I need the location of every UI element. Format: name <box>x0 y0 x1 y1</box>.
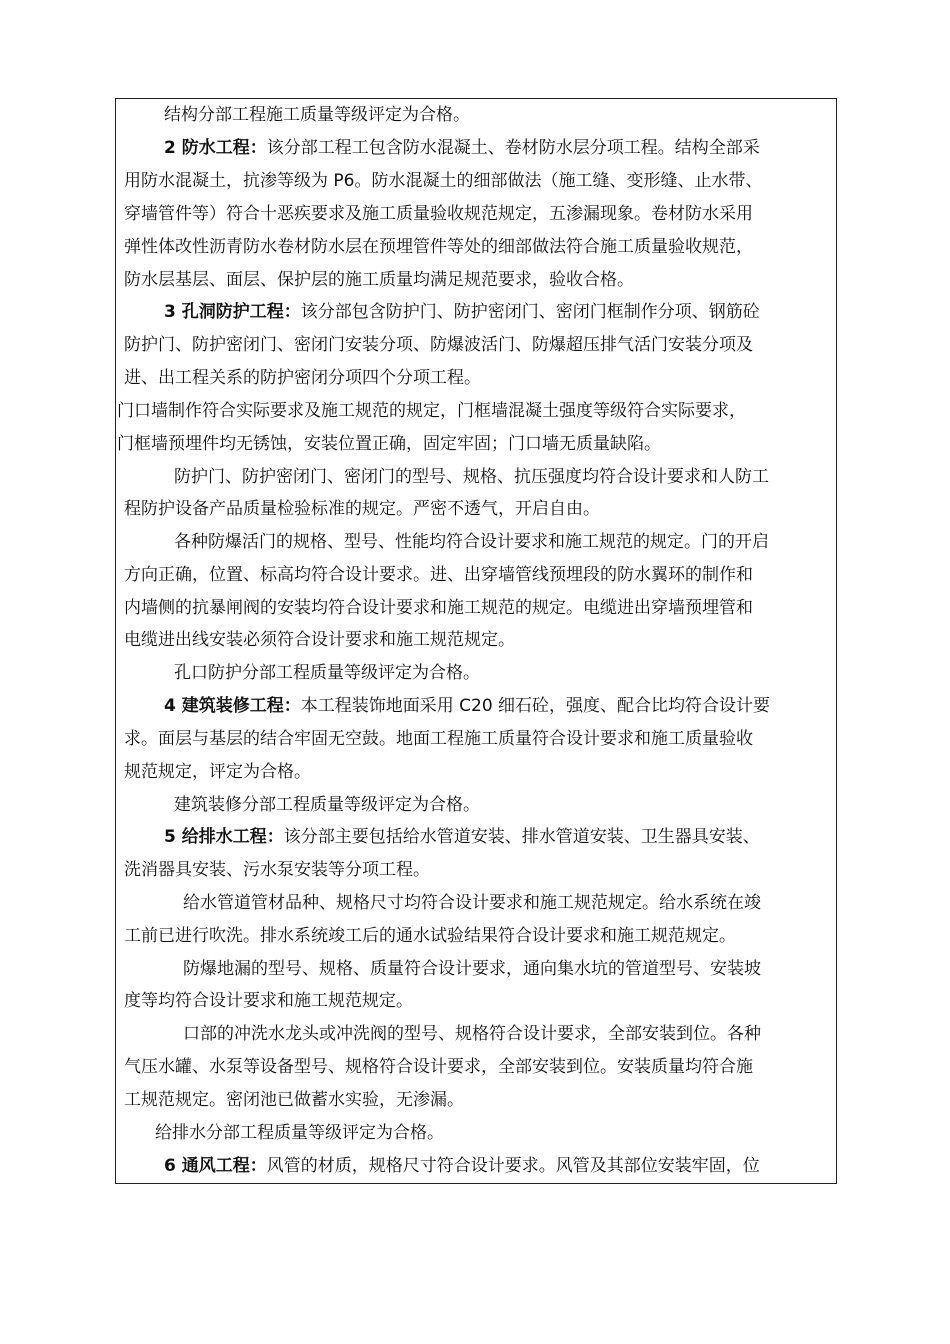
text-line: 防护门、防护密闭门、密闭门的型号、规格、抗压强度均符合设计要求和人防工 <box>174 467 769 487</box>
text-line: 防水层基层、面层、保护层的施工质量均满足规范要求，验收合格。 <box>124 270 634 290</box>
text-line: 口部的冲洗水龙头或冲洗阀的型号、规格符合设计要求，全部安装到位。各种 <box>183 1024 761 1044</box>
text-line: 用防水混凝土，抗渗等级为 P6。防水混凝土的细部做法（施工缝、变形缝、止水带、 <box>124 171 763 191</box>
text-line: 进、出工程关系的防护密闭分项四个分项工程。 <box>124 368 481 388</box>
text-line: 求。面层与基层的结合牢固无空鼓。地面工程施工质量符合设计要求和施工质量验收 <box>124 729 753 749</box>
text-line: 度等均符合设计要求和施工规范规定。 <box>124 991 413 1011</box>
section-title: 6 通风工程： <box>164 1156 267 1176</box>
text-line: 工规范规定。密闭池已做蓄水实验，无渗漏。 <box>124 1090 464 1110</box>
section-title: 4 建筑装修工程： <box>164 696 301 716</box>
text-line: 给水管道管材品种、规格尺寸均符合设计要求和施工规范规定。给水系统在竣 <box>183 893 761 913</box>
text-line: 门口墙制作符合实际要求及施工规范的规定，门框墙混凝土强度等级符合实际要求， <box>117 401 746 421</box>
text-line: 洗消器具安装、污水泵安装等分项工程。 <box>124 860 430 880</box>
section-title: 2 防水工程： <box>164 138 267 158</box>
text-line: 结构分部工程施工质量等级评定为合格。 <box>164 105 470 125</box>
section-heading-plumbing: 5 给排水工程：该分部主要包括给水管道安装、排水管道安装、卫生器具安装、 <box>164 827 760 847</box>
text-line: 穿墙管件等）符合十恶疾要求及施工质量验收规范规定，五渗漏现象。卷材防水采用 <box>124 204 753 224</box>
text-line: 防护门、防护密闭门、密闭门安装分项、防爆波活门、防爆超压排气活门安装分项及 <box>124 335 753 355</box>
text-line: 各种防爆活门的规格、型号、性能均符合设计要求和施工规范的规定。门的开启 <box>174 532 769 552</box>
section-heading-decoration: 4 建筑装修工程：本工程装饰地面采用 C20 细石砼，强度、配合比均符合设计要 <box>164 696 771 716</box>
section-title: 5 给排水工程： <box>164 827 284 847</box>
text-line: 给排水分部工程质量等级评定为合格。 <box>155 1123 444 1143</box>
text-line: 弹性体改性沥青防水卷材防水层在预埋管件等处的细部做法符合施工质量验收规范， <box>124 237 753 257</box>
section-heading-opening-protection: 3 孔洞防护工程：该分部包含防护门、防护密闭门、密闭门框制作分项、钢筋砼 <box>164 302 760 322</box>
text-line: 电缆进出线安装必须符合设计要求和施工规范规定。 <box>124 630 515 650</box>
text-line: 孔口防护分部工程质量等级评定为合格。 <box>174 663 480 683</box>
section-title: 3 孔洞防护工程： <box>164 302 301 322</box>
text-line: 方向正确，位置、标高均符合设计要求。进、出穿墙管线预埋段的防水翼环的制作和 <box>124 565 753 585</box>
text-line: 门框墙预埋件均无锈蚀，安装位置正确，固定牢固；门口墙无质量缺陷。 <box>117 434 661 454</box>
text-line: 建筑装修分部工程质量等级评定为合格。 <box>174 795 480 815</box>
text-line: 内墙侧的抗暴闸阀的安装均符合设计要求和施工规范的规定。电缆进出穿墙预埋管和 <box>124 598 753 618</box>
section-heading-waterproofing: 2 防水工程：该分部工程工包含防水混凝土、卷材防水层分项工程。结构全部采 <box>164 138 760 158</box>
text-line: 气压水罐、水泵等设备型号、规格符合设计要求，全部安装到位。安装质量均符合施 <box>124 1057 753 1077</box>
text-line: 工前已进行吹洗。排水系统竣工后的通水试验结果符合设计要求和施工规范规定。 <box>124 926 736 946</box>
section-heading-ventilation: 6 通风工程：风管的材质，规格尺寸符合设计要求。风管及其部位安装牢固，位 <box>164 1156 760 1176</box>
text-line: 程防护设备产品质量检验标准的规定。严密不透气，开启自由。 <box>124 499 600 519</box>
text-line: 防爆地漏的型号、规格、质量符合设计要求，通向集水坑的管道型号、安装坡 <box>183 959 761 979</box>
text-line: 规范规定，评定为合格。 <box>124 762 311 782</box>
